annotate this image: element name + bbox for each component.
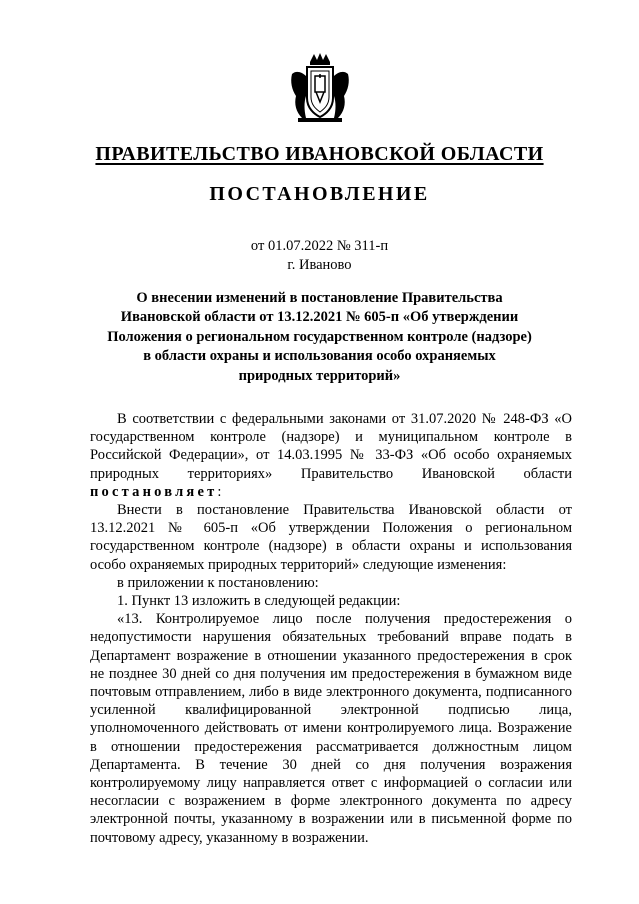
document-subject xyxy=(96,289,543,386)
preamble-paragraph xyxy=(90,410,572,501)
document-date-number: от 01.07.2022 № 311-п xyxy=(250,238,389,254)
resolution-keyword: постановляет xyxy=(90,483,218,500)
item-line: 1. Пункт 13 изложить в следующей редакции: xyxy=(117,593,401,610)
annex-line: в приложении к постановлению: xyxy=(117,574,319,591)
document-type: ПОСТАНОВЛЕНИЕ xyxy=(209,183,430,205)
government-title: ПРАВИТЕЛЬСТВО ИВАНОВСКОЙ ОБЛАСТИ xyxy=(95,143,544,165)
subject-line: Положения о региональном государственном контроле (надзоре) xyxy=(107,328,532,345)
resolution-colon: : xyxy=(217,483,222,500)
subject-line: природных территорий» xyxy=(238,367,401,384)
document-city: г. Иваново xyxy=(287,257,352,273)
subject-line: О внесении изменений в постановление Правительства xyxy=(136,290,503,306)
document-body xyxy=(90,410,572,847)
subject-line: Ивановской области от 13.12.2021 № 605-п «Об утверждении xyxy=(120,309,519,326)
amendment-paragraph: Внести в постановление Правительства Ивановской области от 13.12.2021 № 605-п «Об утверждении Положения о региональном государственном контроле (надзоре) в области охраны и использования особо охраняемых природных территорий» следующие изменения: xyxy=(90,502,572,573)
preamble-text: В соответствии с федеральными законами от 31.07.2020 № 248-ФЗ «О государственном контроле (надзоре) и муниципальном контроле в Российской Федерации», от 14.03.1995 № 33-ФЗ «Об особо охраняемых природных территориях» Правительство Ивановской области xyxy=(90,411,572,482)
coat-of-arms-icon xyxy=(288,52,352,124)
new-clause-paragraph: «13. Контролируемое лицо после получения предостережения о недопустимости нарушения обязательных требований вправе подать в Департамент возражение в отношении указанного предостережения в срок не позднее 30 дней со дня получения им предостережения в бумажном виде почтовым отправлением, либо в виде электронного документа, подписанного усиленной квалифицированной электронной подписью лица, уполномоченного действовать от имени контролируемого лица. Возражение в отношении предостережения рассматривается должностным лицом Департамента. В течение 30 дней со дня получения возражения контролируемому лицу направляется ответ с информацией о согласии или несогласии с возражением в форме электронного документа по адресу электронной почты, указанному в возражении или в письменной форме по почтовому адресу, указанному в возражении. xyxy=(90,611,572,846)
subject-line: в области охраны и использования особо охраняемых xyxy=(143,348,496,365)
